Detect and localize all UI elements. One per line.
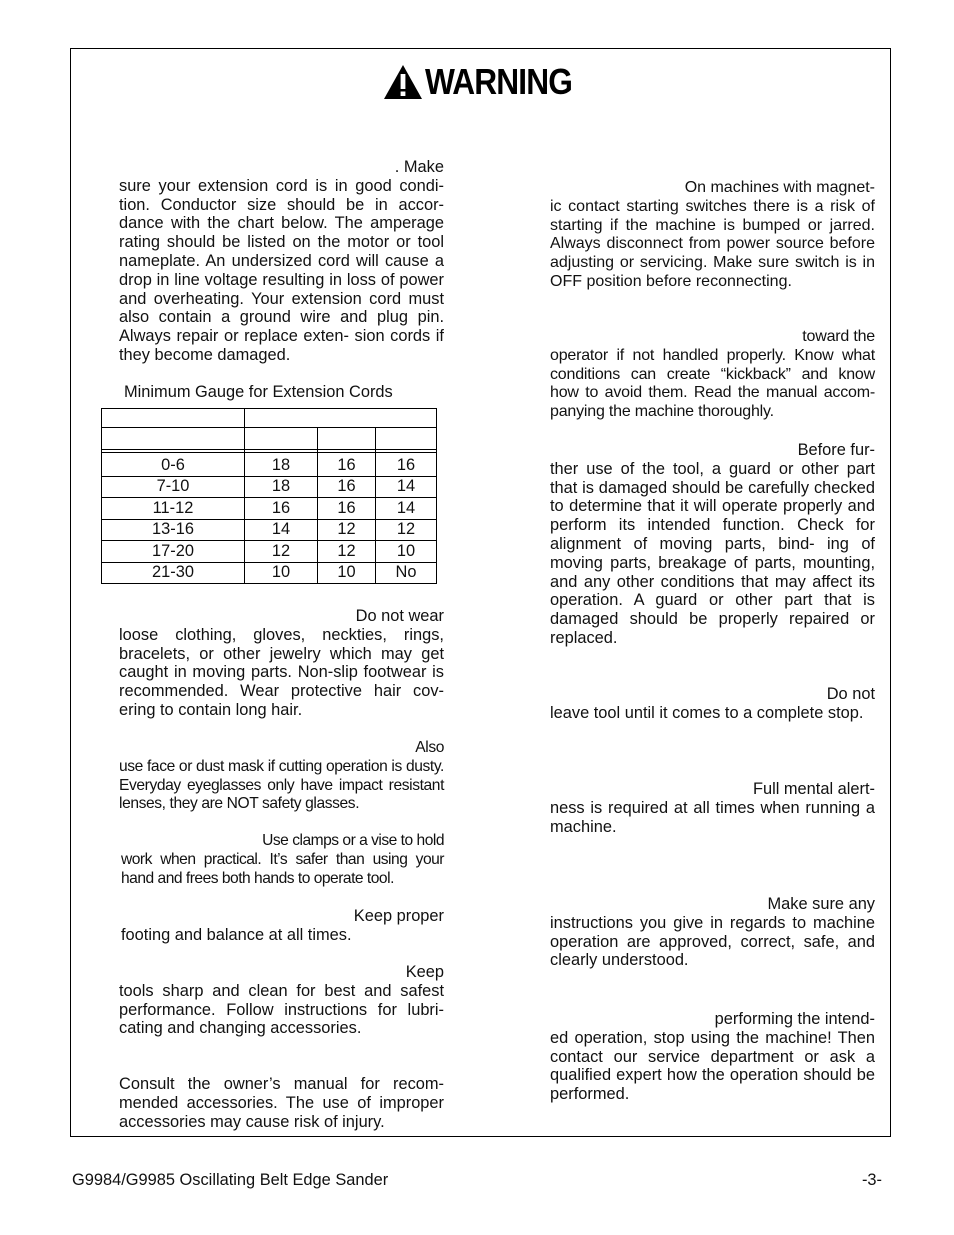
table-row: 11-12 16 16 14 [102, 498, 437, 520]
left-paragraph-footing: Keep proper footing and balance at all times. [121, 907, 444, 944]
right-paragraph-damaged-parts: Before fur- ther use of the tool, a guard or other part that is damaged should be carefully checked to determine that it will operate properly and perform its intended function. Check for alignment of moving parts, bind- ing of moving parts, breakage of parts, mounting, and any other conditions that may affect its operation. A guard or other part that is damaged should be properly repaired or replaced. [550, 441, 875, 647]
left-paragraph-accessories: Consult the owner’s manual for recom- mended accessories. The use of improper accessories may cause risk of injury. [119, 1075, 444, 1131]
left-paragraph-secure-work: Use clamps or a vise to hold work when practical. It’s safer than using your hand and frees both hands to operate tool. [121, 832, 444, 887]
left-paragraph-clothing: Do not wear loose clothing, gloves, neckties, rings, bracelets, or other jewelry which may get caught in moving parts. Non-slip footwear is recommended. Wear protective hair cov- ering to contain long hair. [119, 607, 444, 719]
right-paragraph-kickback: toward the operator if not handled properly. Know what conditions can create “kickback” and know how to avoid them. Read the manual accom- panying the machine thoroughly. [550, 328, 875, 421]
footer-title: G9984/G9985 Oscillating Belt Edge Sander [72, 1171, 389, 1189]
page-number: -3- [861, 1171, 882, 1189]
warning-header [383, 60, 592, 104]
table-row: 7-10 18 16 14 [102, 476, 437, 498]
right-paragraph-stop-using: performing the intend- ed operation, stop using the machine! Then contact our service department or ask a qualified expert how the operation should be performed. [550, 1010, 875, 1104]
right-paragraph-disconnect-power: On machines with magnet- ic contact starting switches there is a risk of starting if the machine is bumped or jarred. Always disconnect from power source before adjusting or servicing. Make sure switch is in OFF position before reconnecting. [550, 179, 875, 290]
extension-cord-table [101, 408, 437, 584]
table-row: 17-20 12 12 10 [102, 541, 437, 563]
right-paragraph-instructions: Make sure any instructions you give in regards to machine operation are approved, correct, safe, and clearly understood. [550, 895, 875, 970]
left-paragraph-eye-protection: Also use face or dust mask if cutting operation is dusty. Everyday eyeglasses only have impact resistant lenses, they are NOT safety glasses. [119, 739, 444, 813]
cord-table-caption: Minimum Gauge for Extension Cords [124, 383, 393, 401]
table-row: 13-16 14 12 12 [102, 519, 437, 541]
table-row: 0-6 18 16 16 [102, 453, 437, 477]
left-paragraph-extension-cord: . Make sure your extension cord is in good condi- tion. Conductor size should be in accor- dance with the chart below. The amperage rating should be listed on the motor or tool nameplate. An undersized cord will cause a drop in line voltage resulting in loss of power and overheating. Your extension cord must also contain a ground wire and plug pin. Always repair or replace exten- sion cords if they become damaged. [119, 158, 444, 364]
warning-title: WARNING [425, 61, 572, 102]
table-row: 21-30 10 10 No [102, 562, 437, 584]
warning-triangle-icon [383, 64, 423, 100]
right-paragraph-alertness: Full mental alert- ness is required at all times when running a machine. [550, 780, 875, 836]
right-paragraph-unattended: Do not leave tool until it comes to a complete stop. [550, 685, 875, 722]
left-paragraph-maintain-tools: Keep tools sharp and clean for best and safest performance. Follow instructions for lubri- cating and changing accessories. [119, 963, 444, 1038]
